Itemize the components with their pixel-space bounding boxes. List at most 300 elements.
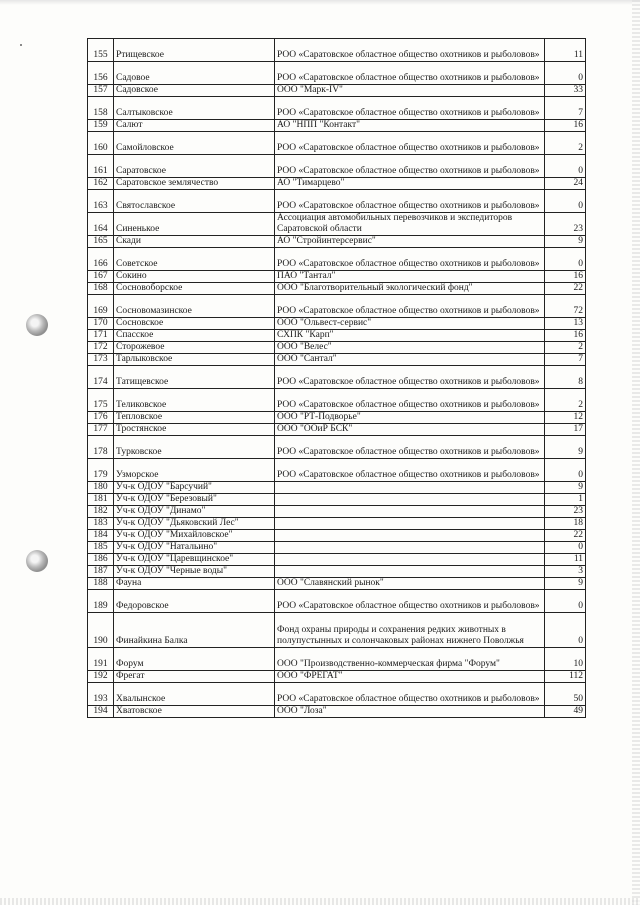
row-count: 9 bbox=[578, 236, 583, 246]
table-row bbox=[88, 506, 586, 518]
hunting-ground-name: Советское bbox=[116, 259, 158, 269]
row-count-cell bbox=[545, 178, 586, 190]
user-organization: ООО "Славянский рынок" bbox=[277, 578, 384, 588]
user-organization: Ассоциация автомобильных перевозчиков и экспедиторов Саратовской области bbox=[277, 213, 513, 234]
hunting-ground-name: Скади bbox=[116, 236, 141, 246]
row-number: 193 bbox=[93, 694, 108, 704]
hunting-ground-name: Тепловское bbox=[116, 412, 163, 422]
row-count: 49 bbox=[573, 706, 583, 716]
table-row bbox=[88, 706, 586, 718]
row-count: 72 bbox=[573, 306, 583, 316]
hunting-ground-name-cell bbox=[114, 590, 275, 613]
user-organization: РОО «Саратовское областное общество охотников и рыболовов» bbox=[277, 201, 540, 211]
row-number: 158 bbox=[93, 108, 108, 118]
user-organization: Фонд охраны природы и сохранения редких животных в полупустынных и солончаковых районах нижнего Поволжья bbox=[277, 625, 524, 646]
hunting-ground-name: Самойловское bbox=[116, 143, 174, 153]
row-count-cell bbox=[545, 518, 586, 530]
row-count: 0 bbox=[578, 201, 583, 211]
user-organization-cell bbox=[275, 424, 545, 436]
user-organization-cell bbox=[275, 683, 545, 706]
row-count-cell bbox=[545, 213, 586, 236]
table-row bbox=[88, 132, 586, 155]
hunting-ground-name: Уч-к ОДОУ "Натальино" bbox=[116, 542, 218, 552]
table-row bbox=[88, 120, 586, 132]
table-row bbox=[88, 518, 586, 530]
hunting-ground-name: Хватовское bbox=[116, 706, 162, 716]
table-row bbox=[88, 85, 586, 97]
hunting-ground-name: Спасское bbox=[116, 330, 154, 340]
row-number: 183 bbox=[93, 518, 108, 528]
table-row bbox=[88, 459, 586, 482]
table-row bbox=[88, 671, 586, 683]
user-organization: РОО «Саратовское областное общество охотников и рыболовов» bbox=[277, 108, 540, 118]
hunting-ground-name: Татищевское bbox=[116, 377, 169, 387]
row-number-cell bbox=[88, 283, 114, 295]
row-number-cell bbox=[88, 85, 114, 97]
row-number-cell bbox=[88, 295, 114, 318]
row-count-cell bbox=[545, 295, 586, 318]
user-organization-cell bbox=[275, 318, 545, 330]
row-number-cell bbox=[88, 330, 114, 342]
user-organization-cell bbox=[275, 283, 545, 295]
user-organization-cell bbox=[275, 648, 545, 671]
hunting-ground-name-cell bbox=[114, 155, 275, 178]
row-number: 170 bbox=[93, 318, 108, 328]
row-count: 0 bbox=[578, 166, 583, 176]
row-count: 16 bbox=[573, 330, 583, 340]
row-count: 50 bbox=[573, 694, 583, 704]
hunting-ground-name: Тарлыковское bbox=[116, 354, 173, 364]
hunting-ground-name: Хвалынское bbox=[116, 694, 166, 704]
row-count-cell bbox=[545, 236, 586, 248]
hunting-ground-name-cell bbox=[114, 683, 275, 706]
hunting-ground-name-cell bbox=[114, 97, 275, 120]
row-count-cell bbox=[545, 248, 586, 271]
row-number: 162 bbox=[93, 178, 108, 188]
row-number: 165 bbox=[93, 236, 108, 246]
hunting-ground-name: Тростянское bbox=[116, 424, 167, 434]
hunting-ground-name: Уч-к ОДОУ "Динамо" bbox=[116, 506, 206, 516]
hunting-ground-name-cell bbox=[114, 518, 275, 530]
hunting-ground-name-cell bbox=[114, 236, 275, 248]
row-number-cell bbox=[88, 389, 114, 412]
row-number-cell bbox=[88, 236, 114, 248]
row-count: 7 bbox=[578, 108, 583, 118]
user-organization-cell bbox=[275, 518, 545, 530]
row-number-cell bbox=[88, 482, 114, 494]
user-organization-cell bbox=[275, 178, 545, 190]
row-number: 163 bbox=[93, 201, 108, 211]
user-organization: ООО "Благотворительный экологический фонд" bbox=[277, 283, 473, 293]
row-number-cell bbox=[88, 683, 114, 706]
row-number: 190 bbox=[93, 636, 108, 646]
row-count: 11 bbox=[573, 50, 583, 60]
row-number: 192 bbox=[93, 671, 108, 681]
user-organization-cell bbox=[275, 459, 545, 482]
user-organization-cell bbox=[275, 213, 545, 236]
user-organization-cell bbox=[275, 542, 545, 554]
row-count-cell bbox=[545, 97, 586, 120]
user-organization: ООО "РТ-Подворье" bbox=[277, 412, 361, 422]
row-number-cell bbox=[88, 178, 114, 190]
user-organization-cell bbox=[275, 295, 545, 318]
user-organization-cell bbox=[275, 506, 545, 518]
row-number: 189 bbox=[93, 601, 108, 611]
row-count-cell bbox=[545, 412, 586, 424]
user-organization: ООО "Марк-IV" bbox=[277, 85, 343, 95]
row-number: 194 bbox=[93, 706, 108, 716]
table-row bbox=[88, 366, 586, 389]
row-number-cell bbox=[88, 554, 114, 566]
user-organization: РОО «Саратовское областное общество охотников и рыболовов» bbox=[277, 50, 540, 60]
page-edge-right bbox=[632, 0, 640, 905]
row-number-cell bbox=[88, 213, 114, 236]
hunting-ground-name: Фауна bbox=[116, 578, 142, 588]
user-organization: АО "НПП "Контакт" bbox=[277, 120, 361, 130]
row-count: 18 bbox=[573, 518, 583, 528]
row-number: 166 bbox=[93, 259, 108, 269]
row-number: 157 bbox=[93, 85, 108, 95]
row-count-cell bbox=[545, 542, 586, 554]
row-count-cell bbox=[545, 590, 586, 613]
hunting-ground-name: Уч-к ОДОУ "Черные воды" bbox=[116, 566, 228, 576]
hunting-ground-name-cell bbox=[114, 578, 275, 590]
user-organization: ООО "Производственно-коммерческая фирма "Форум" bbox=[277, 659, 500, 669]
row-count: 2 bbox=[578, 400, 583, 410]
hunting-ground-name: Садовское bbox=[116, 85, 158, 95]
row-count: 7 bbox=[578, 354, 583, 364]
row-count-cell bbox=[545, 342, 586, 354]
row-number: 173 bbox=[93, 354, 108, 364]
table-row bbox=[88, 97, 586, 120]
user-organization-cell bbox=[275, 271, 545, 283]
row-number: 168 bbox=[93, 283, 108, 293]
table-row bbox=[88, 330, 586, 342]
hunting-ground-name-cell bbox=[114, 132, 275, 155]
table-row bbox=[88, 295, 586, 318]
hunting-ground-name-cell bbox=[114, 354, 275, 366]
table-row bbox=[88, 248, 586, 271]
table-row bbox=[88, 648, 586, 671]
row-count-cell bbox=[545, 566, 586, 578]
hunting-ground-name-cell bbox=[114, 494, 275, 506]
row-number-cell bbox=[88, 506, 114, 518]
row-count: 2 bbox=[578, 143, 583, 153]
hunting-ground-name: Ртищевское bbox=[116, 50, 164, 60]
row-number: 187 bbox=[93, 566, 108, 576]
hunting-ground-name: Саратовское землячество bbox=[116, 178, 219, 188]
row-number-cell bbox=[88, 132, 114, 155]
user-organization-cell bbox=[275, 248, 545, 271]
row-number-cell bbox=[88, 590, 114, 613]
user-organization-cell bbox=[275, 436, 545, 459]
hunting-ground-name-cell bbox=[114, 530, 275, 542]
hunting-ground-name-cell bbox=[114, 213, 275, 236]
user-organization: РОО «Саратовское областное общество охотников и рыболовов» bbox=[277, 306, 540, 316]
row-number: 169 bbox=[93, 306, 108, 316]
row-count: 22 bbox=[573, 283, 583, 293]
row-count: 0 bbox=[578, 636, 583, 646]
user-organization: РОО «Саратовское областное общество охотников и рыболовов» bbox=[277, 601, 540, 611]
hunting-ground-name-cell bbox=[114, 39, 275, 62]
row-count-cell bbox=[545, 190, 586, 213]
row-number-cell bbox=[88, 97, 114, 120]
page-edge-bottom bbox=[0, 898, 640, 905]
hunting-ground-name: Сокино bbox=[116, 271, 147, 281]
hunting-ground-name: Уч-к ОДОУ "Березовый" bbox=[116, 494, 217, 504]
table-body bbox=[88, 39, 586, 718]
hunting-ground-name-cell bbox=[114, 436, 275, 459]
row-number: 181 bbox=[93, 494, 108, 504]
row-number-cell bbox=[88, 459, 114, 482]
hunting-ground-name: Святославское bbox=[116, 201, 176, 211]
row-count-cell bbox=[545, 39, 586, 62]
row-count-cell bbox=[545, 506, 586, 518]
row-count: 33 bbox=[573, 85, 583, 95]
hunting-ground-name-cell bbox=[114, 542, 275, 554]
hunting-ground-name-cell bbox=[114, 330, 275, 342]
row-count-cell bbox=[545, 706, 586, 718]
user-organization: РОО «Саратовское областное общество охотников и рыболовов» bbox=[277, 400, 540, 410]
user-organization: РОО «Саратовское областное общество охотников и рыболовов» bbox=[277, 694, 540, 704]
user-organization: РОО «Саратовское областное общество охотников и рыболовов» bbox=[277, 166, 540, 176]
user-organization: РОО «Саратовское областное общество охотников и рыболовов» bbox=[277, 259, 540, 269]
user-organization: ООО "Ольвест-сервис" bbox=[277, 318, 372, 328]
table-row bbox=[88, 683, 586, 706]
table-row bbox=[88, 155, 586, 178]
hunting-ground-name-cell bbox=[114, 566, 275, 578]
row-count: 0 bbox=[578, 601, 583, 611]
row-count-cell bbox=[545, 155, 586, 178]
row-number-cell bbox=[88, 120, 114, 132]
row-count: 2 bbox=[578, 342, 583, 352]
hunting-ground-name-cell bbox=[114, 706, 275, 718]
table-row bbox=[88, 482, 586, 494]
table-row bbox=[88, 554, 586, 566]
row-count-cell bbox=[545, 671, 586, 683]
user-organization: РОО «Саратовское областное общество охотников и рыболовов» bbox=[277, 447, 540, 457]
hunting-ground-name: Узморское bbox=[116, 470, 159, 480]
table-row bbox=[88, 213, 586, 236]
hunting-ground-name-cell bbox=[114, 389, 275, 412]
row-number: 161 bbox=[93, 166, 108, 176]
row-number: 188 bbox=[93, 578, 108, 588]
hunting-ground-name-cell bbox=[114, 459, 275, 482]
user-organization: ООО "ФРЕГАТ" bbox=[277, 671, 343, 681]
row-count-cell bbox=[545, 530, 586, 542]
user-organization-cell bbox=[275, 494, 545, 506]
row-number: 159 bbox=[93, 120, 108, 130]
hunting-ground-name: Форум bbox=[116, 659, 144, 669]
hunting-ground-name-cell bbox=[114, 412, 275, 424]
user-organization-cell bbox=[275, 120, 545, 132]
table-row bbox=[88, 590, 586, 613]
row-number: 160 bbox=[93, 143, 108, 153]
table-row bbox=[88, 39, 586, 62]
table-row bbox=[88, 62, 586, 85]
table-row bbox=[88, 530, 586, 542]
user-organization-cell bbox=[275, 566, 545, 578]
user-organization-cell bbox=[275, 671, 545, 683]
row-count: 23 bbox=[573, 224, 583, 234]
user-organization: АО "Тимарцево" bbox=[277, 178, 345, 188]
hunting-ground-name-cell bbox=[114, 283, 275, 295]
row-count: 0 bbox=[578, 259, 583, 269]
table-row bbox=[88, 271, 586, 283]
row-count-cell bbox=[545, 330, 586, 342]
row-count-cell bbox=[545, 62, 586, 85]
user-organization-cell bbox=[275, 155, 545, 178]
user-organization-cell bbox=[275, 412, 545, 424]
row-number-cell bbox=[88, 62, 114, 85]
row-number-cell bbox=[88, 566, 114, 578]
hunting-ground-name: Федоровское bbox=[116, 601, 169, 611]
hunting-ground-name: Садовое bbox=[116, 73, 150, 83]
row-count-cell bbox=[545, 132, 586, 155]
hunting-ground-name: Уч-к ОДОУ "Михайловское" bbox=[116, 530, 233, 540]
hunting-ground-name: Фрегат bbox=[116, 671, 145, 681]
row-count-cell bbox=[545, 482, 586, 494]
row-count-cell bbox=[545, 85, 586, 97]
table-row bbox=[88, 283, 586, 295]
user-organization-cell bbox=[275, 342, 545, 354]
user-organization: РОО «Саратовское областное общество охотников и рыболовов» bbox=[277, 377, 540, 387]
user-organization: РОО «Саратовское областное общество охотников и рыболовов» bbox=[277, 470, 540, 480]
row-count-cell bbox=[545, 366, 586, 389]
row-count-cell bbox=[545, 424, 586, 436]
row-number: 176 bbox=[93, 412, 108, 422]
row-number-cell bbox=[88, 271, 114, 283]
table-row bbox=[88, 354, 586, 366]
hunting-ground-name: Уч-к ОДОУ "Барсучий" bbox=[116, 482, 212, 492]
hunting-ground-name-cell bbox=[114, 178, 275, 190]
user-organization-cell bbox=[275, 354, 545, 366]
row-number: 164 bbox=[93, 224, 108, 234]
row-count: 8 bbox=[578, 377, 583, 387]
user-organization-cell bbox=[275, 330, 545, 342]
user-organization-cell bbox=[275, 85, 545, 97]
row-number-cell bbox=[88, 412, 114, 424]
row-number-cell bbox=[88, 318, 114, 330]
row-number-cell bbox=[88, 706, 114, 718]
hunting-ground-name-cell bbox=[114, 482, 275, 494]
hunting-ground-name-cell bbox=[114, 424, 275, 436]
row-number: 180 bbox=[93, 482, 108, 492]
user-organization-cell bbox=[275, 236, 545, 248]
row-count-cell bbox=[545, 120, 586, 132]
hunting-ground-name-cell bbox=[114, 318, 275, 330]
row-number-cell bbox=[88, 494, 114, 506]
table-row bbox=[88, 412, 586, 424]
row-count: 17 bbox=[573, 424, 583, 434]
row-number: 177 bbox=[93, 424, 108, 434]
row-number-cell bbox=[88, 613, 114, 648]
row-number-cell bbox=[88, 155, 114, 178]
user-organization-cell bbox=[275, 62, 545, 85]
user-organization-cell bbox=[275, 389, 545, 412]
row-count: 9 bbox=[578, 447, 583, 457]
row-number-cell bbox=[88, 424, 114, 436]
row-number: 171 bbox=[93, 330, 108, 340]
row-number: 167 bbox=[93, 271, 108, 281]
hunting-ground-name: Саратовское bbox=[116, 166, 166, 176]
hunting-ground-name: Уч-к ОДОУ "Царевщинское" bbox=[116, 554, 234, 564]
hunting-ground-name: Сосновское bbox=[116, 318, 164, 328]
row-number-cell bbox=[88, 354, 114, 366]
hunting-ground-name-cell bbox=[114, 554, 275, 566]
user-organization-cell bbox=[275, 578, 545, 590]
row-number: 182 bbox=[93, 506, 108, 516]
row-number: 156 bbox=[93, 73, 108, 83]
row-number: 184 bbox=[93, 530, 108, 540]
hunting-ground-name-cell bbox=[114, 85, 275, 97]
user-organization-cell bbox=[275, 190, 545, 213]
table-row bbox=[88, 613, 586, 648]
row-count: 11 bbox=[573, 554, 583, 564]
row-count: 0 bbox=[578, 73, 583, 83]
row-count-cell bbox=[545, 578, 586, 590]
user-organization-cell bbox=[275, 97, 545, 120]
row-count-cell bbox=[545, 459, 586, 482]
row-number: 185 bbox=[93, 542, 108, 552]
hunting-ground-name-cell bbox=[114, 295, 275, 318]
hunting-ground-name: Сосновоборское bbox=[116, 283, 183, 293]
row-count-cell bbox=[545, 283, 586, 295]
row-count: 9 bbox=[578, 482, 583, 492]
row-count: 16 bbox=[573, 120, 583, 130]
hunting-ground-name: Салют bbox=[116, 120, 143, 130]
row-count-cell bbox=[545, 354, 586, 366]
row-number-cell bbox=[88, 530, 114, 542]
row-count: 16 bbox=[573, 271, 583, 281]
user-organization: ПАО "Тантал" bbox=[277, 271, 336, 281]
row-count-cell bbox=[545, 318, 586, 330]
row-number: 174 bbox=[93, 377, 108, 387]
row-number-cell bbox=[88, 248, 114, 271]
user-organization: ООО "Лоза" bbox=[277, 706, 327, 716]
row-number-cell bbox=[88, 671, 114, 683]
hunting-ground-name: Сторожевое bbox=[116, 342, 165, 352]
hunting-ground-name-cell bbox=[114, 342, 275, 354]
user-organization-cell bbox=[275, 554, 545, 566]
row-number: 178 bbox=[93, 447, 108, 457]
hunting-ground-name-cell bbox=[114, 613, 275, 648]
row-count: 23 bbox=[573, 506, 583, 516]
row-count-cell bbox=[545, 271, 586, 283]
hunting-ground-name-cell bbox=[114, 506, 275, 518]
user-organization: СХПК "Карп" bbox=[277, 330, 334, 340]
user-organization-cell bbox=[275, 590, 545, 613]
row-count: 22 bbox=[573, 530, 583, 540]
punch-hole-top bbox=[26, 314, 48, 336]
hunting-ground-name-cell bbox=[114, 366, 275, 389]
hunting-ground-name: Уч-к ОДОУ "Дьяковский Лес" bbox=[116, 518, 239, 528]
row-number: 186 bbox=[93, 554, 108, 564]
row-count: 10 bbox=[573, 659, 583, 669]
row-count: 3 bbox=[578, 566, 583, 576]
user-organization-cell bbox=[275, 366, 545, 389]
user-organization: ООО "ООиР БСК" bbox=[277, 424, 353, 434]
scan-dot bbox=[20, 44, 22, 46]
user-organization-cell bbox=[275, 39, 545, 62]
hunting-ground-name-cell bbox=[114, 190, 275, 213]
row-count: 1 bbox=[578, 494, 583, 504]
row-number: 155 bbox=[93, 50, 108, 60]
row-count-cell bbox=[545, 613, 586, 648]
hunting-ground-name-cell bbox=[114, 271, 275, 283]
hunting-ground-name-cell bbox=[114, 648, 275, 671]
row-number-cell bbox=[88, 39, 114, 62]
